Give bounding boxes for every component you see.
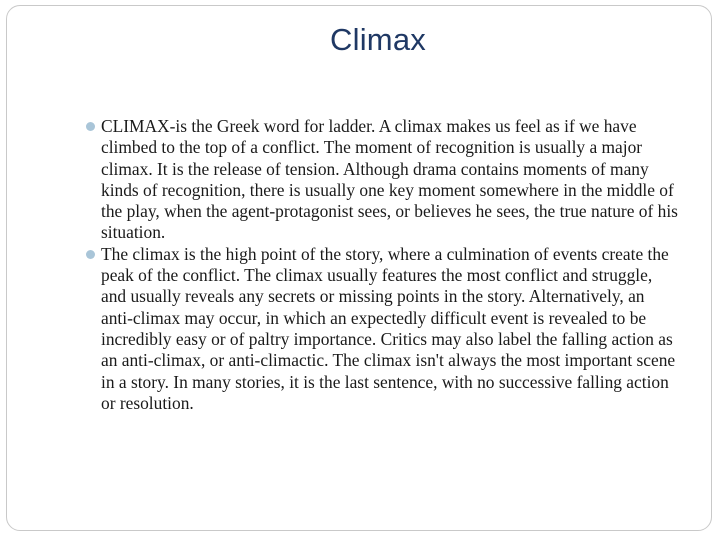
round-bullet-icon bbox=[86, 122, 95, 131]
bullet-text: CLIMAX-is the Greek word for ladder. A climax makes us feel as if we have climbed to the top of a conflict. The moment of recognition is usually a major climax. It is the release of tension. Although drama contains moments of many kinds of recognition, there is usually one key moment somewhere in the middle of the play, when the agent-protagonist sees, or believes he sees, the true nature of his situation. bbox=[101, 116, 678, 243]
bullet-text: The climax is the high point of the story, where a culmination of events create the peak of the conflict. The climax usually features the most conflict and struggle, and usually reveals any secrets or missing points in the story. Alternatively, an anti-climax may occur, in which an expectedly difficult event is revealed to be incredibly easy or of paltry importance. Critics may also label the falling action as an anti-climax, or anti-climactic. The climax isn't always the most important scene in a story. In many stories, it is the last sentence, with no successive falling action or resolution. bbox=[101, 243, 676, 413]
bullet-item-climax-high-point bbox=[84, 244, 680, 414]
slide-title: Climax bbox=[330, 22, 426, 57]
slide-body bbox=[84, 116, 680, 414]
bullet-item-climax-definition bbox=[84, 116, 680, 244]
round-bullet-icon bbox=[86, 250, 95, 259]
